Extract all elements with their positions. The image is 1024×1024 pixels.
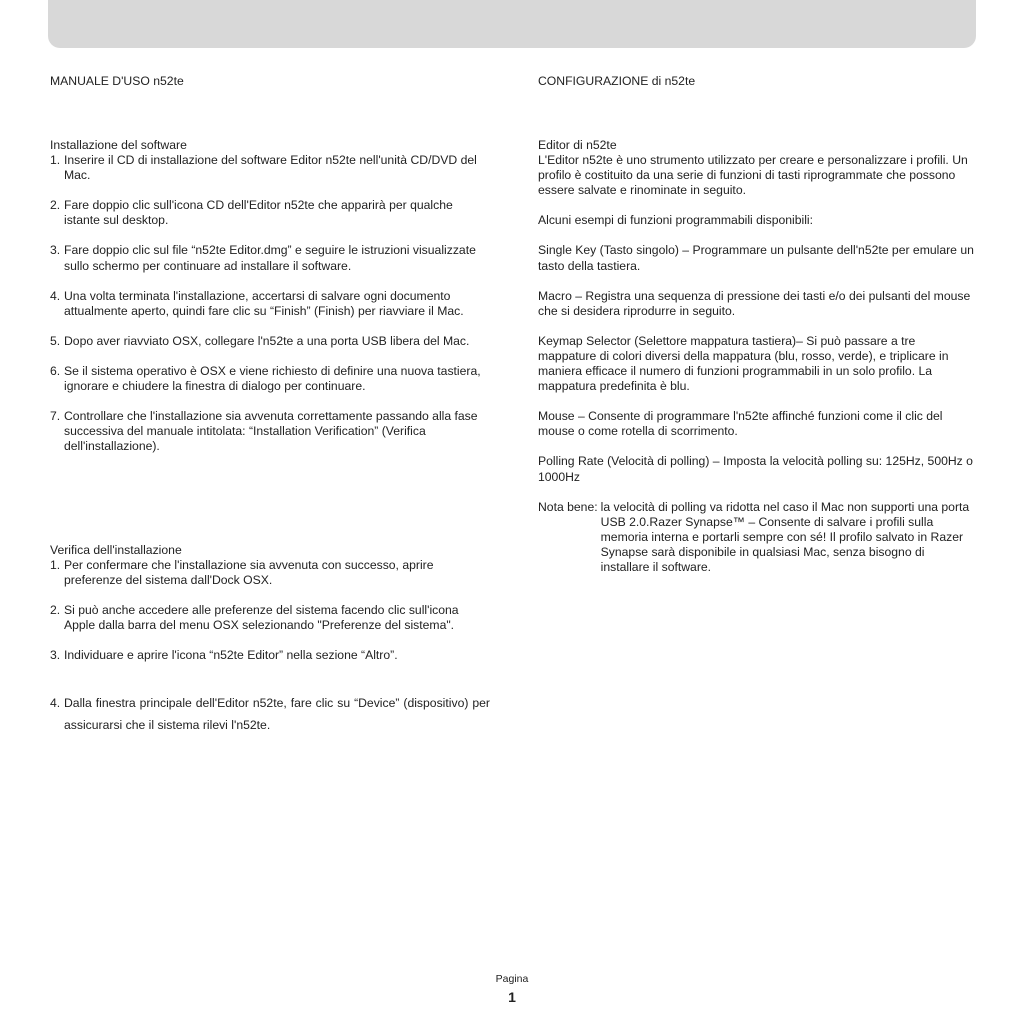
feature-term: Mouse	[538, 409, 575, 424]
install-heading: Installazione del software	[50, 138, 187, 152]
header-bar	[48, 0, 976, 48]
feature-item: Mouse – Consente di programmare l'n52te affinché funzioni come il clic del mouse o come rotella di scorrimento.	[538, 409, 943, 439]
config-section	[538, 138, 974, 575]
feature-term: Macro	[538, 288, 572, 303]
list-item: 5. Dopo aver riavviato OSX, collegare l'n52te a una porta USB libera del Mac.	[50, 333, 470, 348]
note-label: Nota bene:	[538, 499, 598, 514]
feature-term: Polling Rate (Velocità di polling)	[538, 454, 710, 469]
install-steps	[50, 153, 490, 454]
feature-item: Polling Rate (Velocità di polling) – Imposta la velocità polling su: 125Hz, 500Hz o 1000Hz	[538, 454, 973, 484]
list-item: 6. Se il sistema operativo è OSX e viene richiesto di definire una nuova tastiera, ignorare e chiudere la finestra di dialogo per continuare.	[50, 363, 481, 394]
page-number: 1	[508, 989, 516, 1005]
list-item: 2. Fare doppio clic sull'icona CD dell'Editor n52te che apparirà per qualche istante sul desktop.	[50, 198, 453, 228]
list-item: 2. Si può anche accedere alle preferenze del sistema facendo clic sull'icona Apple dalla barra del menu OSX selezionando "Preferenze del sistema".	[50, 603, 459, 633]
list-item: 4. Dalla finestra principale dell'Editor n52te, fare clic su “Device” (dispositivo) per assicurarsi che il sistema rilevi l'n52te.	[50, 695, 490, 732]
list-item: 3. Individuare e aprire l'icona “n52te Editor” nella sezione “Altro”.	[50, 648, 398, 663]
note	[538, 500, 974, 575]
feature-item: Macro – Registra una sequenza di pressione dei tasti e/o dei pulsanti del mouse che si desidera riprodurre in seguito.	[538, 288, 971, 318]
examples-intro: Alcuni esempi di funzioni programmabili disponibili:	[538, 213, 814, 228]
note-text: la velocità di polling va ridotta nel caso il Mac non supporti una porta USB 2.0.Razer Synapse™ – Consente di salvare i profili sulla memoria interna e portarli sempre con sé! Il profilo salvato in Razer Synapse sarà disponibile in qualsiasi Mac, senza bisogno di installare il software.	[600, 499, 970, 574]
list-item: 3. Fare doppio clic sul file “n52te Editor.dmg” e seguire le istruzioni visualizzate sullo schermo per continuare ad installare il software.	[50, 243, 476, 273]
install-section	[50, 138, 490, 469]
left-title: MANUALE D'USO n52te	[50, 74, 184, 88]
feature-item: Keymap Selector (Selettore mappatura tastiera)– Si può passare a tre mappature di colori diversi della mappatura (blu, rosso, verde), e triplicare in maniera efficace il numero di funzioni programmabili in un solo profilo. La mappatura predefinita è blu.	[538, 333, 949, 394]
editor-heading: Editor di n52te	[538, 138, 617, 152]
verify-steps	[50, 558, 490, 735]
verify-section	[50, 543, 490, 751]
feature-item: Single Key (Tasto singolo) – Programmare un pulsante dell'n52te per emulare un tasto della tastiera.	[538, 243, 974, 273]
editor-text: L'Editor n52te è uno strumento utilizzato per creare e personalizzare i profili. Un profilo è costituito da una serie di funzioni di tasti riprogrammate che possono essere salvate e rinominate in seguito.	[538, 153, 968, 198]
footer-label: Pagina	[495, 973, 529, 985]
list-item: 1. Inserire il CD di installazione del software Editor n52te nell'unità CD/DVD del Mac.	[50, 153, 477, 183]
list-item: 7. Controllare che l'installazione sia avvenuta correttamente passando alla fase successiva del manuale intitolata: “Installation Verification” (Verifica dell'installazione).	[50, 409, 478, 454]
verify-heading: Verifica dell'installazione	[50, 543, 182, 557]
feature-term: Keymap Selector (Selettore mappatura tastiera)	[538, 333, 797, 348]
list-item: 1. Per confermare che l'installazione sia avvenuta con successo, aprire preferenze del sistema dall'Dock OSX.	[50, 558, 434, 588]
feature-term: Single Key (Tasto singolo)	[538, 243, 679, 258]
right-title: CONFIGURAZIONE di n52te	[538, 74, 696, 88]
list-item: 4. Una volta terminata l'installazione, accertarsi di salvare ogni documento attualmente aperto, quindi fare clic su “Finish” (Finish) per riavviare il Mac.	[50, 288, 464, 318]
